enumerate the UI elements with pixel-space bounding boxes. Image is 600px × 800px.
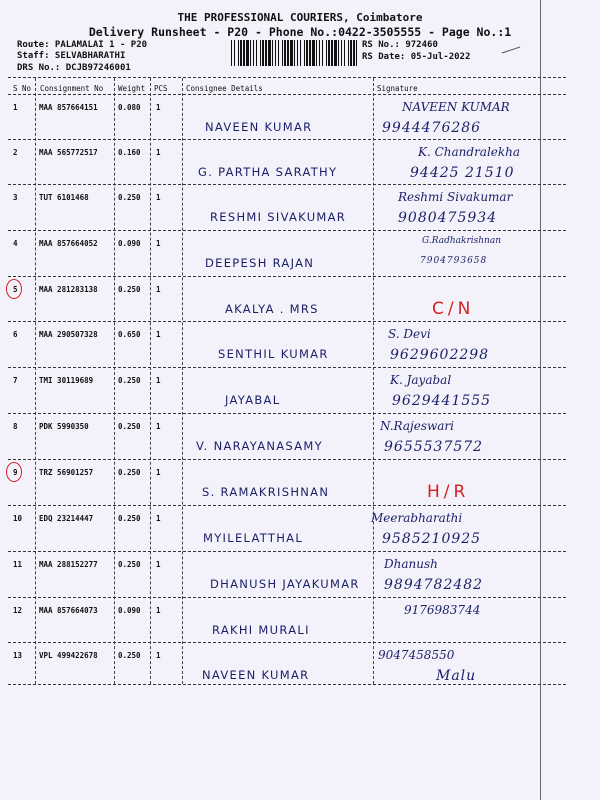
row-divider: [8, 139, 566, 140]
row-weight: 0.080: [118, 103, 141, 112]
row-pcs: 1: [156, 651, 161, 660]
row-divider: [8, 321, 566, 322]
row-sno: 6: [13, 330, 18, 339]
col-pcs: PCS: [154, 84, 168, 93]
row-weight: 0.250: [118, 514, 141, 523]
row-signature: N.Rajeswari: [380, 419, 454, 433]
row-sno: 7: [13, 376, 18, 385]
row-weight: 0.250: [118, 560, 141, 569]
route-label: Route: PALAMALAI 1 - P20: [17, 40, 148, 50]
row-consignee-name: AKALYA . MRS: [225, 302, 319, 316]
runsheet-title: Delivery Runsheet - P20 - Phone No.:0422-3505555 - Page No.:1: [88, 25, 512, 39]
row-consignee-name: SENTHIL KUMAR: [218, 347, 329, 361]
row-consignee-name: MYILELATTHAL: [203, 531, 304, 545]
row-divider: [8, 551, 566, 552]
barcode: [231, 40, 357, 66]
row-signature: K. Jayabal: [390, 373, 452, 387]
row-sno: 2: [13, 148, 18, 157]
row-signature: 9176983744: [404, 603, 481, 617]
row-weight: 0.250: [118, 651, 141, 660]
col-divider: [114, 78, 115, 684]
row-sno: 4: [13, 239, 18, 248]
row-divider: [8, 184, 566, 185]
row-pcs: 1: [156, 422, 161, 431]
row-consignment-no: MAA 857664052: [39, 239, 98, 248]
row-consignee-name: RESHMI SIVAKUMAR: [210, 210, 347, 224]
row-sno: 5: [13, 285, 18, 294]
row-signature: Reshmi Sivakumar: [398, 190, 513, 204]
row-signature-phone: 9894782482: [384, 577, 484, 593]
row-consignment-no: PDK 5990350: [39, 422, 89, 431]
row-pcs: 1: [156, 606, 161, 615]
table-top-rule: [8, 77, 566, 78]
row-signature: K. Chandralekha: [418, 145, 521, 159]
row-pcs: 1: [156, 514, 161, 523]
company-title: THE PROFESSIONAL COURIERS, Coimbatore: [177, 11, 423, 24]
delivery-remark: H/R: [427, 482, 470, 502]
row-consignee-name: RAKHI MURALI: [212, 623, 310, 637]
highlight-circle: [6, 462, 22, 482]
row-signature: Meerabharathi: [371, 511, 463, 525]
row-sno: 12: [13, 606, 23, 615]
row-consignee-name: DHANUSH JAYAKUMAR: [210, 577, 360, 591]
row-pcs: 1: [156, 376, 161, 385]
row-pcs: 1: [156, 193, 161, 202]
row-pcs: 1: [156, 330, 161, 339]
col-weight: Weight: [118, 84, 146, 93]
row-divider: [8, 459, 566, 460]
row-sno: 11: [13, 560, 23, 569]
row-sno: 13: [13, 651, 23, 660]
col-sno: S No: [13, 84, 32, 93]
table-bottom-rule: [8, 684, 566, 685]
row-divider: [8, 642, 566, 643]
row-weight: 0.650: [118, 330, 141, 339]
row-signature-phone: 9080475934: [398, 210, 498, 226]
row-pcs: 1: [156, 103, 161, 112]
col-divider: [35, 78, 36, 684]
staff-label: Staff: SELVABHARATHI: [17, 51, 126, 61]
col-divider: [182, 78, 183, 684]
row-signature: G.Radhakrishnan: [422, 236, 502, 246]
row-weight: 0.250: [118, 285, 141, 294]
row-signature: NAVEEN KUMAR: [402, 100, 510, 114]
row-divider: [8, 505, 566, 506]
row-signature-phone: 9629602298: [390, 347, 490, 363]
row-consignment-no: MAA 288152277: [39, 560, 98, 569]
row-pcs: 1: [156, 560, 161, 569]
col-divider: [150, 78, 151, 684]
row-consignment-no: MAA 857664151: [39, 103, 98, 112]
row-sno: 8: [13, 422, 18, 431]
row-signature-phone: 9629441555: [392, 393, 492, 409]
row-consignment-no: TMI 30119689: [39, 376, 94, 385]
highlight-circle: [6, 279, 22, 299]
row-consignment-no: MAA 290507328: [39, 330, 98, 339]
row-weight: 0.250: [118, 422, 141, 431]
row-pcs: 1: [156, 148, 161, 157]
row-consignment-no: MAA 565772517: [39, 148, 98, 157]
col-consignee: Consignee Details: [186, 84, 263, 93]
row-consignment-no: VPL 499422678: [39, 651, 98, 660]
row-pcs: 1: [156, 239, 161, 248]
margin-line: [540, 0, 541, 800]
col-signature: Signature: [377, 84, 418, 93]
row-weight: 0.250: [118, 376, 141, 385]
row-weight: 0.160: [118, 148, 141, 157]
pen-mark: [500, 45, 522, 55]
row-divider: [8, 367, 566, 368]
row-consignment-no: MAA 857664073: [39, 606, 98, 615]
row-consignee-name: DEEPESH RAJAN: [205, 256, 315, 270]
row-divider: [8, 276, 566, 277]
row-signature-phone: 9655537572: [384, 439, 484, 455]
row-pcs: 1: [156, 285, 161, 294]
row-sno: 3: [13, 193, 18, 202]
row-pcs: 1: [156, 468, 161, 477]
row-signature-phone: 9585210925: [382, 531, 482, 547]
row-signature-phone: Malu: [436, 668, 477, 684]
col-consignment: Consignment No: [40, 84, 104, 93]
rs-date: RS Date: 05-Jul-2022: [362, 52, 471, 62]
drs-label: DRS No.: DCJB97246001: [17, 63, 131, 73]
row-consignee-name: NAVEEN KUMAR: [202, 668, 310, 682]
row-divider: [8, 413, 566, 414]
row-weight: 0.250: [118, 193, 141, 202]
row-consignee-name: JAYABAL: [225, 393, 281, 407]
row-weight: 0.090: [118, 606, 141, 615]
row-consignee-name: V. NARAYANASAMY: [196, 439, 323, 453]
row-signature: 9047458550: [378, 648, 455, 662]
row-signature-phone: 94425 21510: [410, 165, 515, 181]
row-weight: 0.090: [118, 239, 141, 248]
delivery-remark: C/N: [432, 299, 475, 319]
row-consignment-no: TUT 6101468: [39, 193, 89, 202]
row-consignment-no: EDQ 23214447: [39, 514, 94, 523]
row-sno: 10: [13, 514, 23, 523]
header-bottom-rule: [8, 94, 566, 95]
row-consignment-no: MAA 281283138: [39, 285, 98, 294]
row-signature: Dhanush: [384, 557, 438, 571]
row-consignment-no: TRZ 56901257: [39, 468, 94, 477]
row-consignee-name: S. RAMAKRISHNAN: [202, 485, 330, 499]
row-sno: 9: [13, 468, 18, 477]
row-divider: [8, 597, 566, 598]
row-signature-phone: 9944476286: [382, 120, 482, 136]
row-signature: S. Devi: [388, 327, 431, 341]
row-sno: 1: [13, 103, 18, 112]
row-signature-phone: 7904793658: [420, 256, 488, 266]
row-weight: 0.250: [118, 468, 141, 477]
row-divider: [8, 230, 566, 231]
col-divider: [373, 78, 374, 684]
row-consignee-name: G. PARTHA SARATHY: [198, 165, 338, 179]
row-consignee-name: NAVEEN KUMAR: [205, 120, 313, 134]
rs-number: RS No.: 972460: [362, 40, 438, 50]
